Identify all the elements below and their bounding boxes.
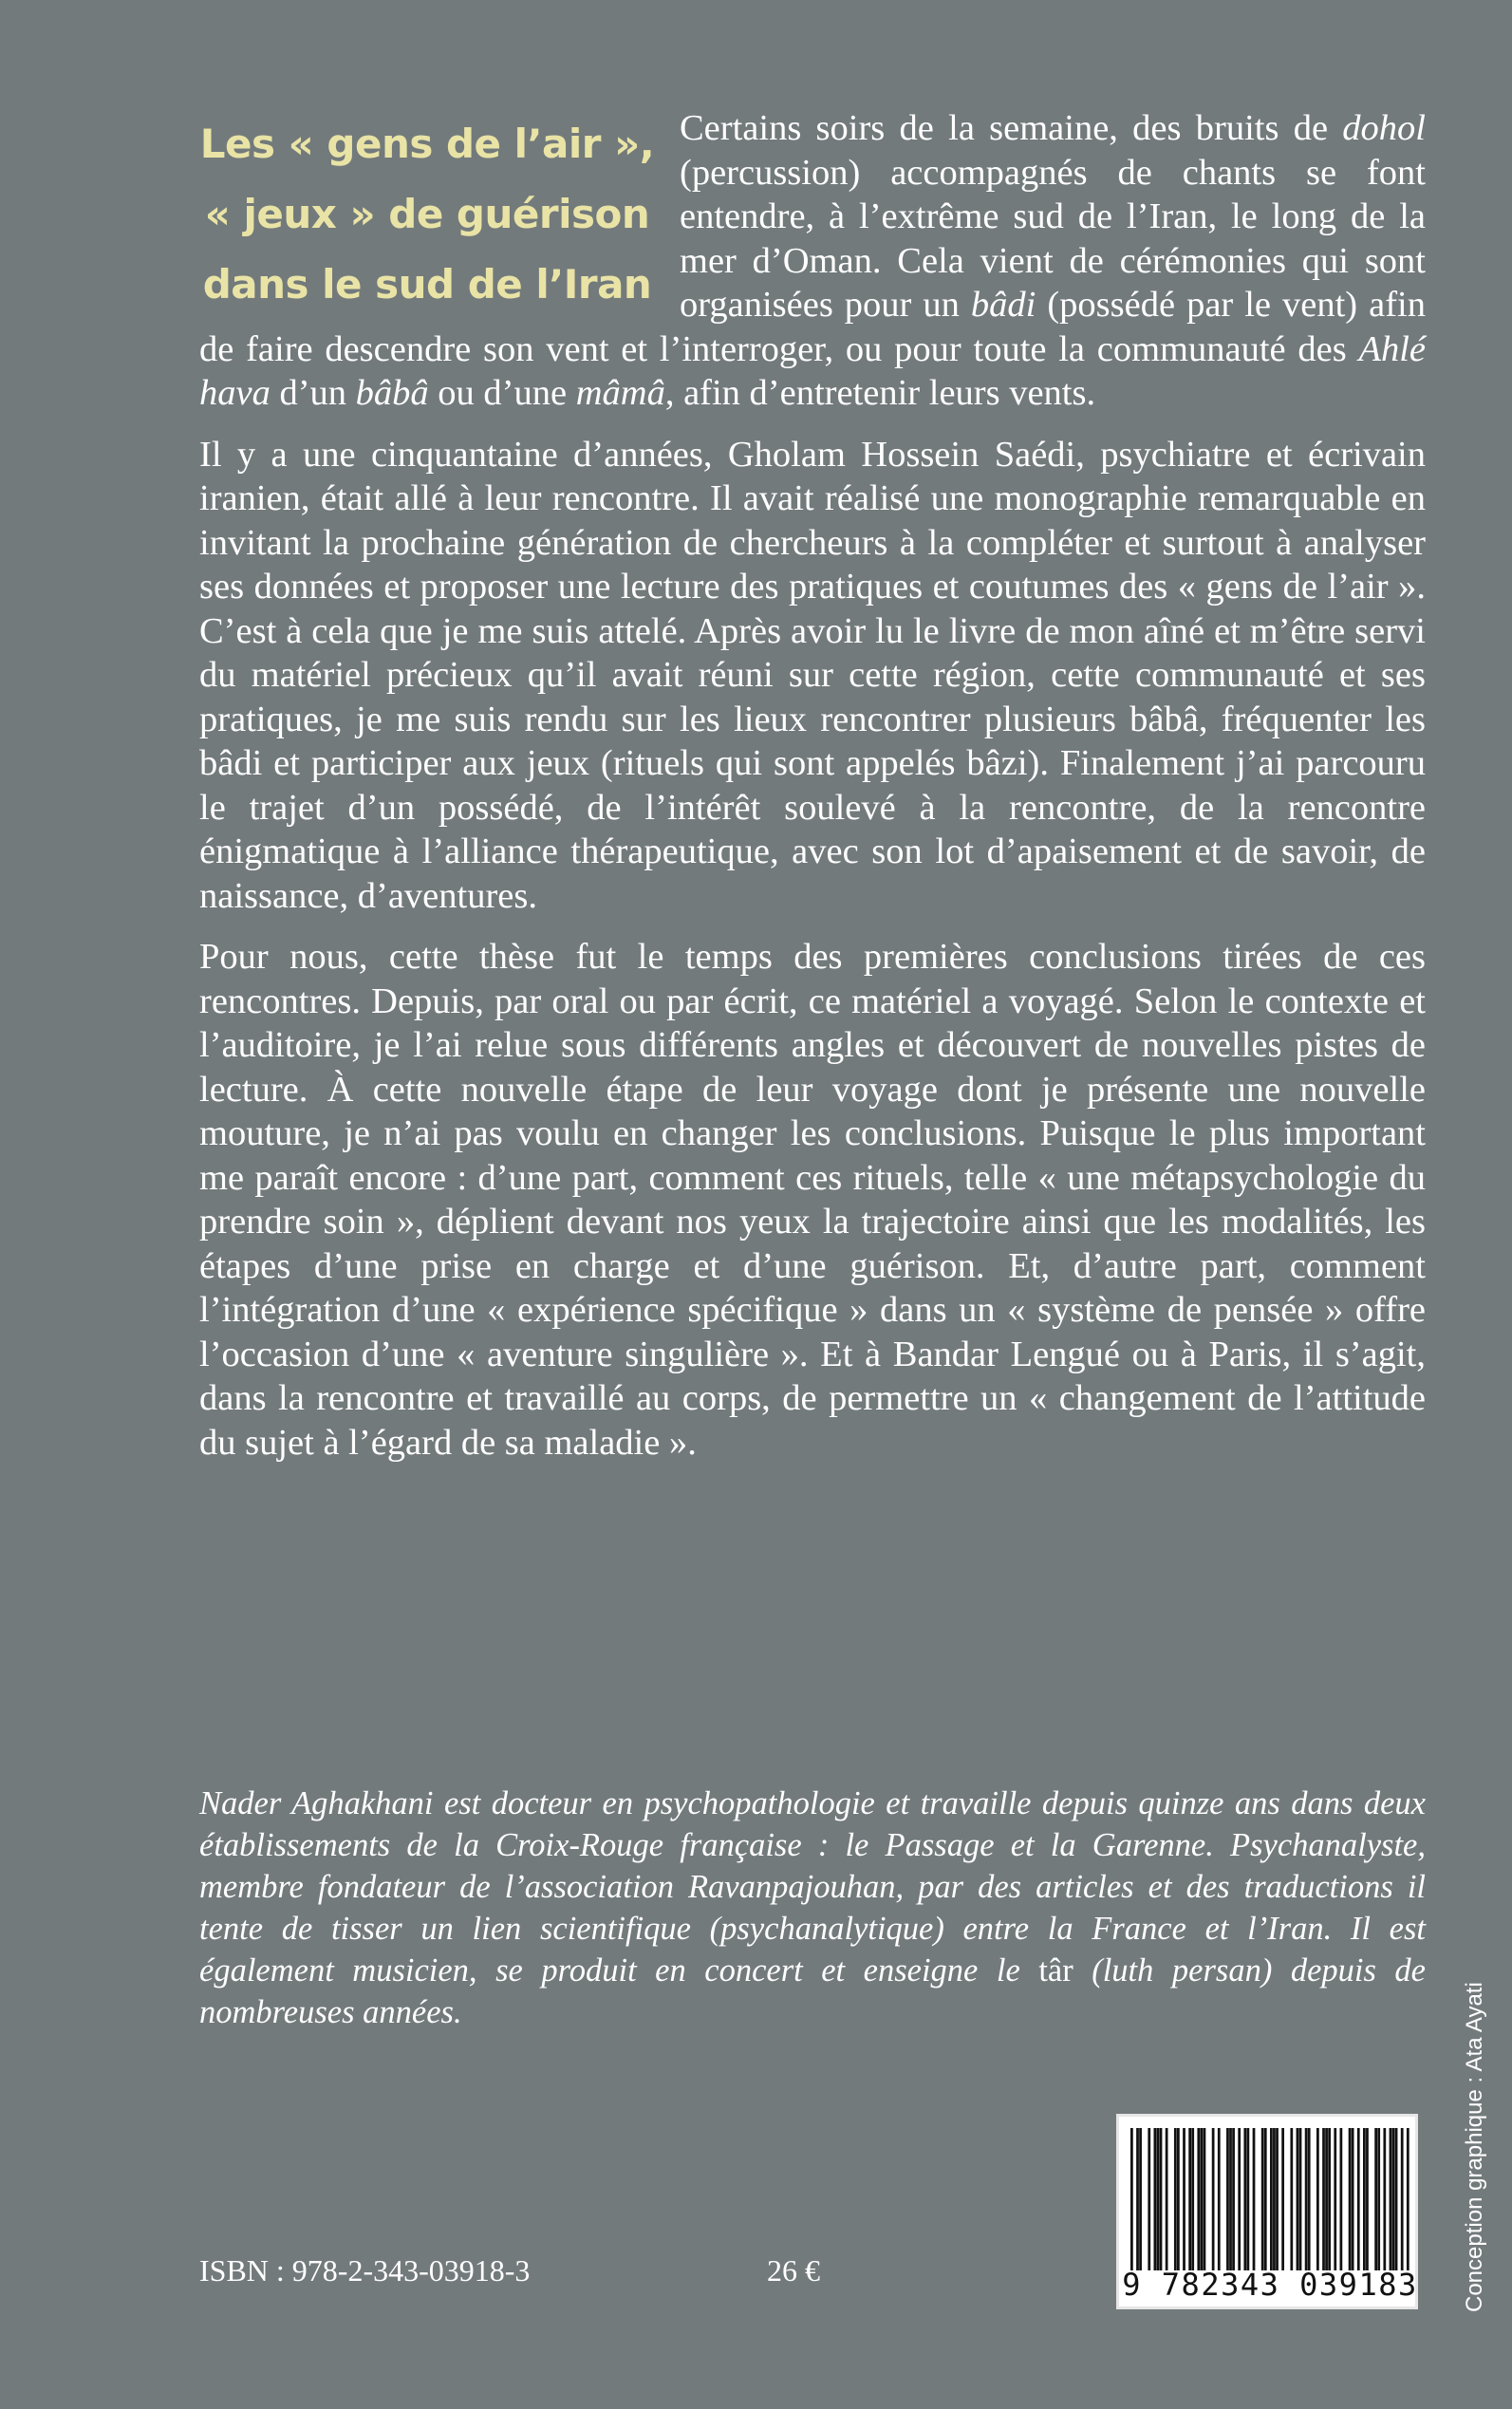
p1-text-a: Certains soirs de la semaine, des bruits de (680, 108, 1343, 148)
barcode-bar (1340, 2128, 1343, 2270)
barcode-bar (1297, 2128, 1299, 2270)
barcode-bar (1281, 2128, 1284, 2270)
barcode-bar (1328, 2128, 1331, 2270)
barcode-bar (1130, 2128, 1133, 2270)
barcode-bar (1177, 2128, 1180, 2270)
isbn: ISBN : 978-2-343-03918-3 (199, 2253, 531, 2288)
p1-text-e: (possédé par le vent) afin de faire descendre son vent et l’interroger, ou pour toute la communauté des (199, 285, 1426, 369)
barcode-bar (1377, 2128, 1380, 2270)
barcode-bar (1226, 2128, 1229, 2270)
design-credit: Conception graphique : Ata Ayati (1462, 1982, 1487, 2312)
title-line-1: Les « gens de l’air », (199, 121, 655, 167)
barcode-bar (1392, 2128, 1395, 2270)
barcode-bar (1366, 2128, 1369, 2270)
barcode-bar (1261, 2128, 1264, 2270)
barcode-bar (1148, 2128, 1150, 2270)
barcode-bar (1363, 2128, 1366, 2270)
barcode-bar (1305, 2128, 1308, 2270)
bio-term-tar: târ (1038, 1952, 1073, 1989)
barcode-bar (1299, 2128, 1302, 2270)
author-bio (199, 1783, 1426, 2033)
barcode-bar (1139, 2128, 1142, 2270)
p1-term-badi: bâdi (970, 285, 1036, 325)
summary-paragraph-2: Il y a une cinquantaine d’années, Gholam Hossein Saédi, psychiatre et écrivain iranien, était allé à leur rencontre. Il avait réalisé une monographie remarquable en invitant la prochaine génération de chercheurs à la compléter et surtout à analyser ses données et proposer une lecture des pratiques et coutumes des « gens de l’air ». C’est à cela que je me suis attelé. Après avoir lu le livre de mon aîné et m’être servi du matériel précieux qu’il avait réuni sur cette région, cette communauté et ses pratiques, je me suis rendu sur les lieux rencontrer plusieurs bâbâ, fréquenter les bâdi et participer aux jeux (rituels qui sont appelés bâzi). Finalement j’ai parcouru le trajet d’un possédé, de l’intérêt soulevé à la rencontre, de la rencontre énigmatique à l’alliance thérapeutique, avec son lot d’apaisement et de savoir, de naissance, d’aventures. (199, 434, 1426, 916)
barcode-bar (1191, 2128, 1194, 2270)
barcode-bar (1253, 2128, 1256, 2270)
barcode (1116, 2114, 1418, 2309)
barcode-bar (1357, 2128, 1360, 2270)
barcode-bar (1243, 2128, 1246, 2270)
bio-text-c: (luth persan) depuis de nombreuses années. (199, 1952, 1426, 2030)
barcode-bar (1264, 2128, 1267, 2270)
barcode-digits: 9 782343 039183 (1122, 2267, 1418, 2303)
p1-text-g: d’un (270, 373, 356, 413)
barcode-bar (1229, 2128, 1232, 2270)
barcode-bar (1188, 2128, 1191, 2270)
p1-term-dohol: dohol (1342, 108, 1426, 148)
barcode-bar (1374, 2128, 1377, 2270)
title-line-3: dans le sud de l’Iran (202, 261, 652, 308)
barcode-bar (1232, 2128, 1235, 2270)
barcode-bar (1154, 2128, 1157, 2270)
summary-paragraph-3: Pour nous, cette thèse fut le temps des premières conclusions tirées de ces rencontres. Depuis, par oral ou par écrit, ce matériel a voyagé. Selon le contexte et l’auditoire, je l’ai relue sous différents angles et découvert de nouvelles pistes de lecture. À cette nouvelle étape de leur voyage dont je présente une nouvelle mouture, je n’ai pas voulu en changer les conclusions. Puisque le plus important me paraît encore : d’une part, comment ces rituels, telle « une métapsychologie du prendre soin », déplient devant nos yeux la trajectoire ainsi que les modalités, les étapes d’une prise en charge et d’une guérison. Et, d’autre part, comment l’intégration d’une « expérience spécifique » dans un « système de pensée » offre l’occasion d’une « aventure singulière ». Et à Bandar Lengué ou à Paris, il s’agit, dans la rencontre et travaillé au corps, de permettre un « changement de l’attitude du sujet à l’égard de sa maladie ». (199, 937, 1426, 1463)
barcode-bar (1352, 2128, 1354, 2270)
title-spacer (199, 106, 680, 315)
barcode-bar (1238, 2128, 1241, 2270)
barcode-bar (1325, 2128, 1328, 2270)
barcode-bar (1316, 2128, 1319, 2270)
barcode-bar (1174, 2128, 1177, 2270)
barcode-bar (1276, 2128, 1279, 2270)
barcode-bar (1157, 2128, 1160, 2270)
p1-term-ahle-hava: Ahlé hava (199, 328, 1426, 413)
barcode-bar (1395, 2128, 1398, 2270)
p1-text-i: ou d’une (428, 373, 576, 413)
barcode-bars (1130, 2128, 1409, 2270)
summary-text (199, 106, 1426, 1482)
barcode-bar (1247, 2128, 1250, 2270)
barcode-bar (1334, 2128, 1336, 2270)
barcode-bar (1136, 2128, 1139, 2270)
barcode-bar (1270, 2128, 1273, 2270)
barcode-bar (1166, 2128, 1168, 2270)
p1-text-c: (percussion) accompagnés de chants se font entendre, à l’extrême sud de l’Iran, le long de la mer d’Oman. Cela vient de cérémonies qui sont organisées pour un (680, 152, 1426, 325)
barcode-bar (1390, 2128, 1392, 2270)
barcode-bar (1201, 2128, 1204, 2270)
p1-term-mama: mâmâ (575, 373, 665, 413)
barcode-bar (1322, 2128, 1325, 2270)
barcode-bar (1218, 2128, 1221, 2270)
barcode-bar (1197, 2128, 1200, 2270)
barcode-bar (1407, 2128, 1409, 2270)
barcode-bar (1349, 2128, 1352, 2270)
price: 26 € (767, 2253, 820, 2288)
barcode-bar (1308, 2128, 1311, 2270)
bio-text-a: Nader Aghakhani est docteur en psychopathologie et travaille depuis quinze ans dans deux établissements de la Croix-Rouge française : le Passage et la Garenne. Psychanalyste, membre fondateur de l’association Ravanpajouhan, par des articles et des traductions il tente de tisser un lien scientifique (psychanalytique) entre la France et l’Iran. Il est également musicien, se produit en concert et enseigne le (199, 1785, 1426, 1989)
barcode-bar (1204, 2128, 1206, 2270)
barcode-bar (1183, 2128, 1185, 2270)
barcode-bar (1401, 2128, 1404, 2270)
barcode-bar (1160, 2128, 1163, 2270)
barcode-bar (1383, 2128, 1386, 2270)
p1-text-k: , afin d’entretenir leurs vents. (664, 373, 1096, 413)
title-line-2: « jeux » de guérison (204, 191, 650, 237)
barcode-bar (1290, 2128, 1293, 2270)
barcode-bar (1212, 2128, 1215, 2270)
barcode-bar (1273, 2128, 1276, 2270)
p1-term-baba: bâbâ (355, 373, 429, 413)
